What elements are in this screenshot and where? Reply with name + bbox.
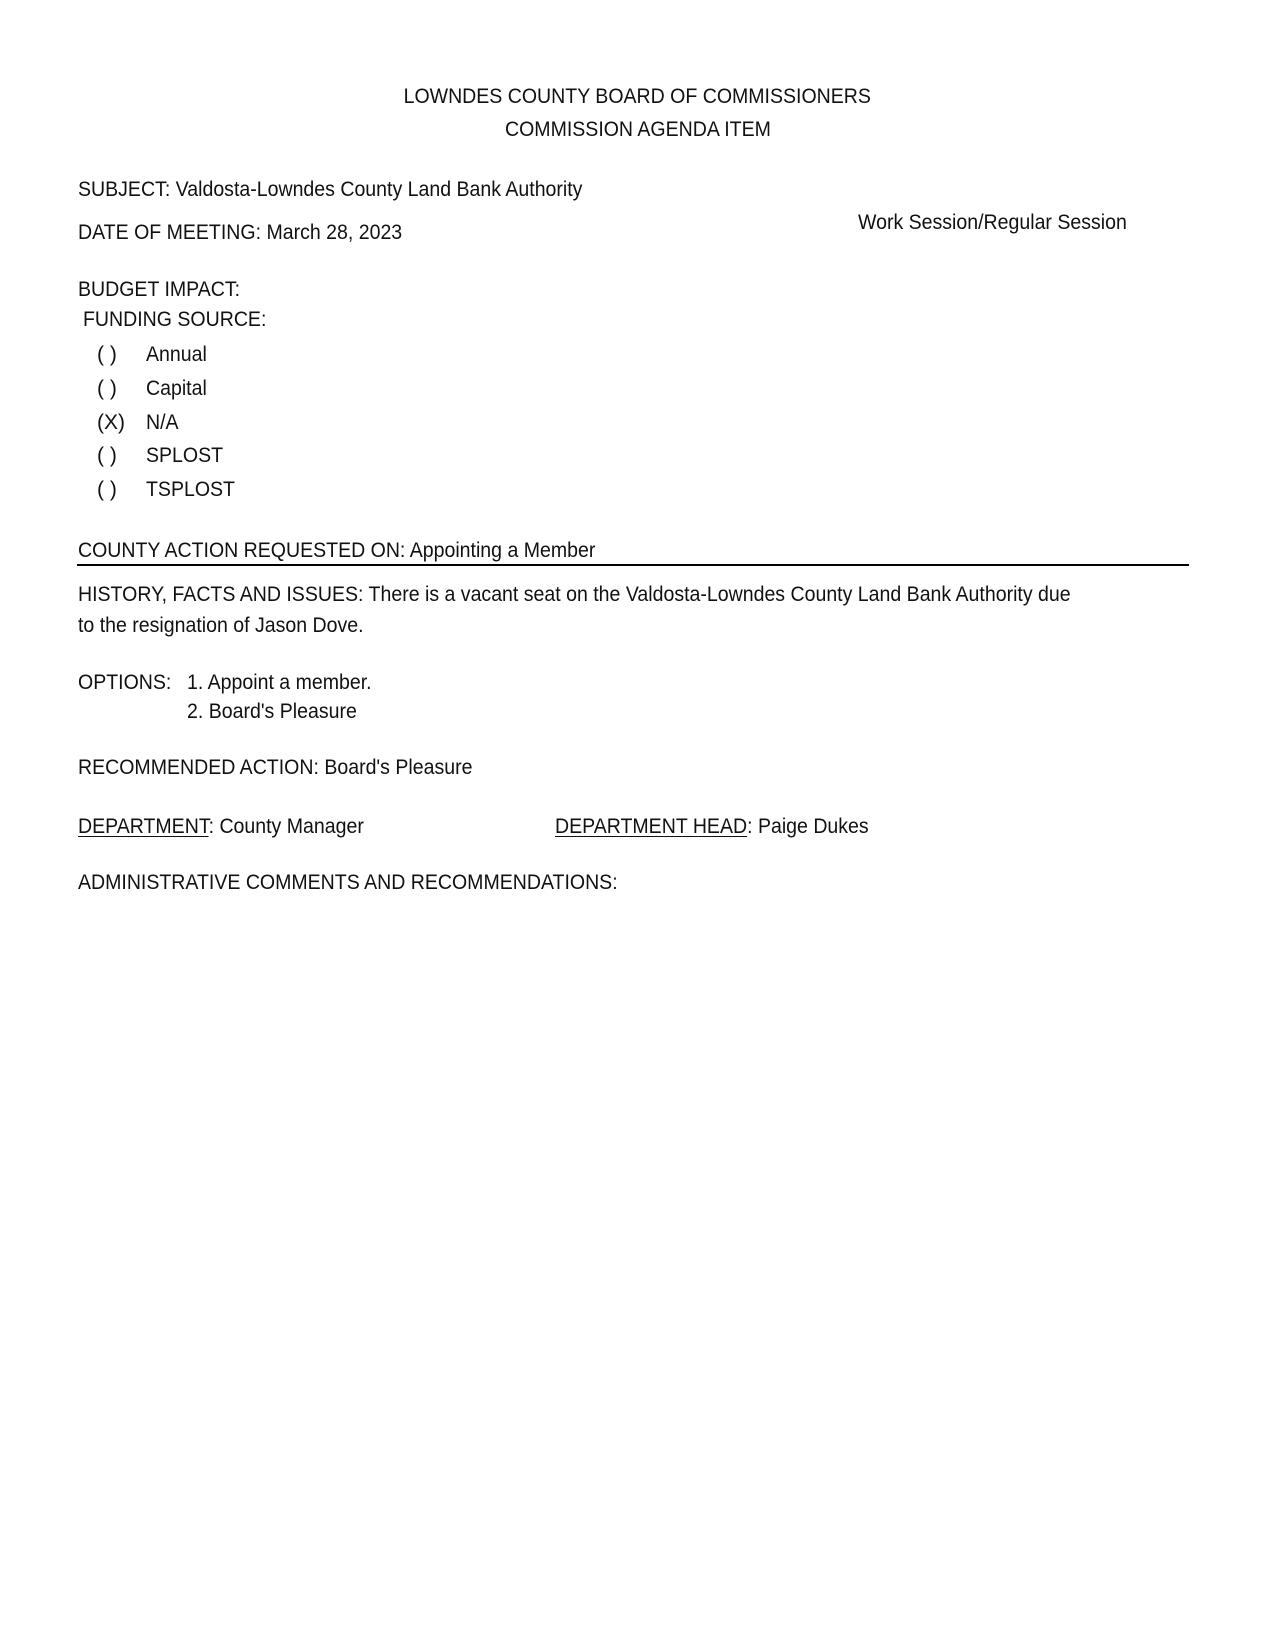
session-type: Work Session/Regular Session [858,211,1127,234]
section-divider [77,564,1189,566]
document-title-text: COMMISSION AGENDA ITEM [504,118,771,141]
department-head-value: : Paige Dukes [747,815,869,838]
funding-checkbox: ( ) [97,343,117,366]
department-head-row [555,814,869,840]
org-title [0,84,1275,110]
option-item-1: 1. Appoint a member. [187,671,372,694]
recommended-action-value: Board's Pleasure [324,756,473,779]
meeting-date-value: March 28, 2023 [266,221,403,244]
funding-source-label: FUNDING SOURCE: [83,308,267,331]
admin-comments-label: ADMINISTRATIVE COMMENTS AND RECOMMENDATIONS: [78,871,618,894]
funding-option-label: Annual [146,343,207,366]
org-title-text: LOWNDES COUNTY BOARD OF COMMISSIONERS [403,85,872,108]
department-value: : County Manager [208,815,364,838]
action-requested-row [78,538,595,564]
meeting-date-label: DATE OF MEETING: [78,221,262,244]
department-row [78,814,364,840]
funding-checkbox: ( ) [97,377,117,400]
meeting-date-row [78,220,402,246]
action-requested-label: COUNTY ACTION REQUESTED ON: [78,539,406,562]
budget-impact-label: BUDGET IMPACT: [78,278,241,301]
funding-checkbox: ( ) [97,444,117,467]
funding-option-label: TSPLOST [146,478,236,501]
history-label: HISTORY, FACTS AND ISSUES: [78,583,364,606]
history-text-line1: There is a vacant seat on the Valdosta-Lowndes County Land Bank Authority due [368,583,1071,606]
funding-checkbox-checked: (X) [97,411,125,434]
funding-option-label: Capital [146,377,207,400]
options-label: OPTIONS: [78,671,172,694]
department-label: DEPARTMENT [78,815,209,838]
document-title [0,117,1275,143]
funding-option-label: N/A [146,411,179,434]
history-row [78,582,1071,608]
action-requested-value: Appointing a Member [409,539,596,562]
subject-row [78,177,582,203]
subject-value: Valdosta-Lowndes County Land Bank Authority [175,178,583,201]
funding-option-label: SPLOST [146,444,224,467]
subject-label: SUBJECT: [78,178,171,201]
option-item-2: 2. Board's Pleasure [187,700,357,723]
department-head-label: DEPARTMENT HEAD [555,815,748,838]
recommended-action-row [78,755,472,781]
funding-checkbox: ( ) [97,478,117,501]
history-text-line2: to the resignation of Jason Dove. [78,614,364,637]
recommended-action-label: RECOMMENDED ACTION: [78,756,319,779]
